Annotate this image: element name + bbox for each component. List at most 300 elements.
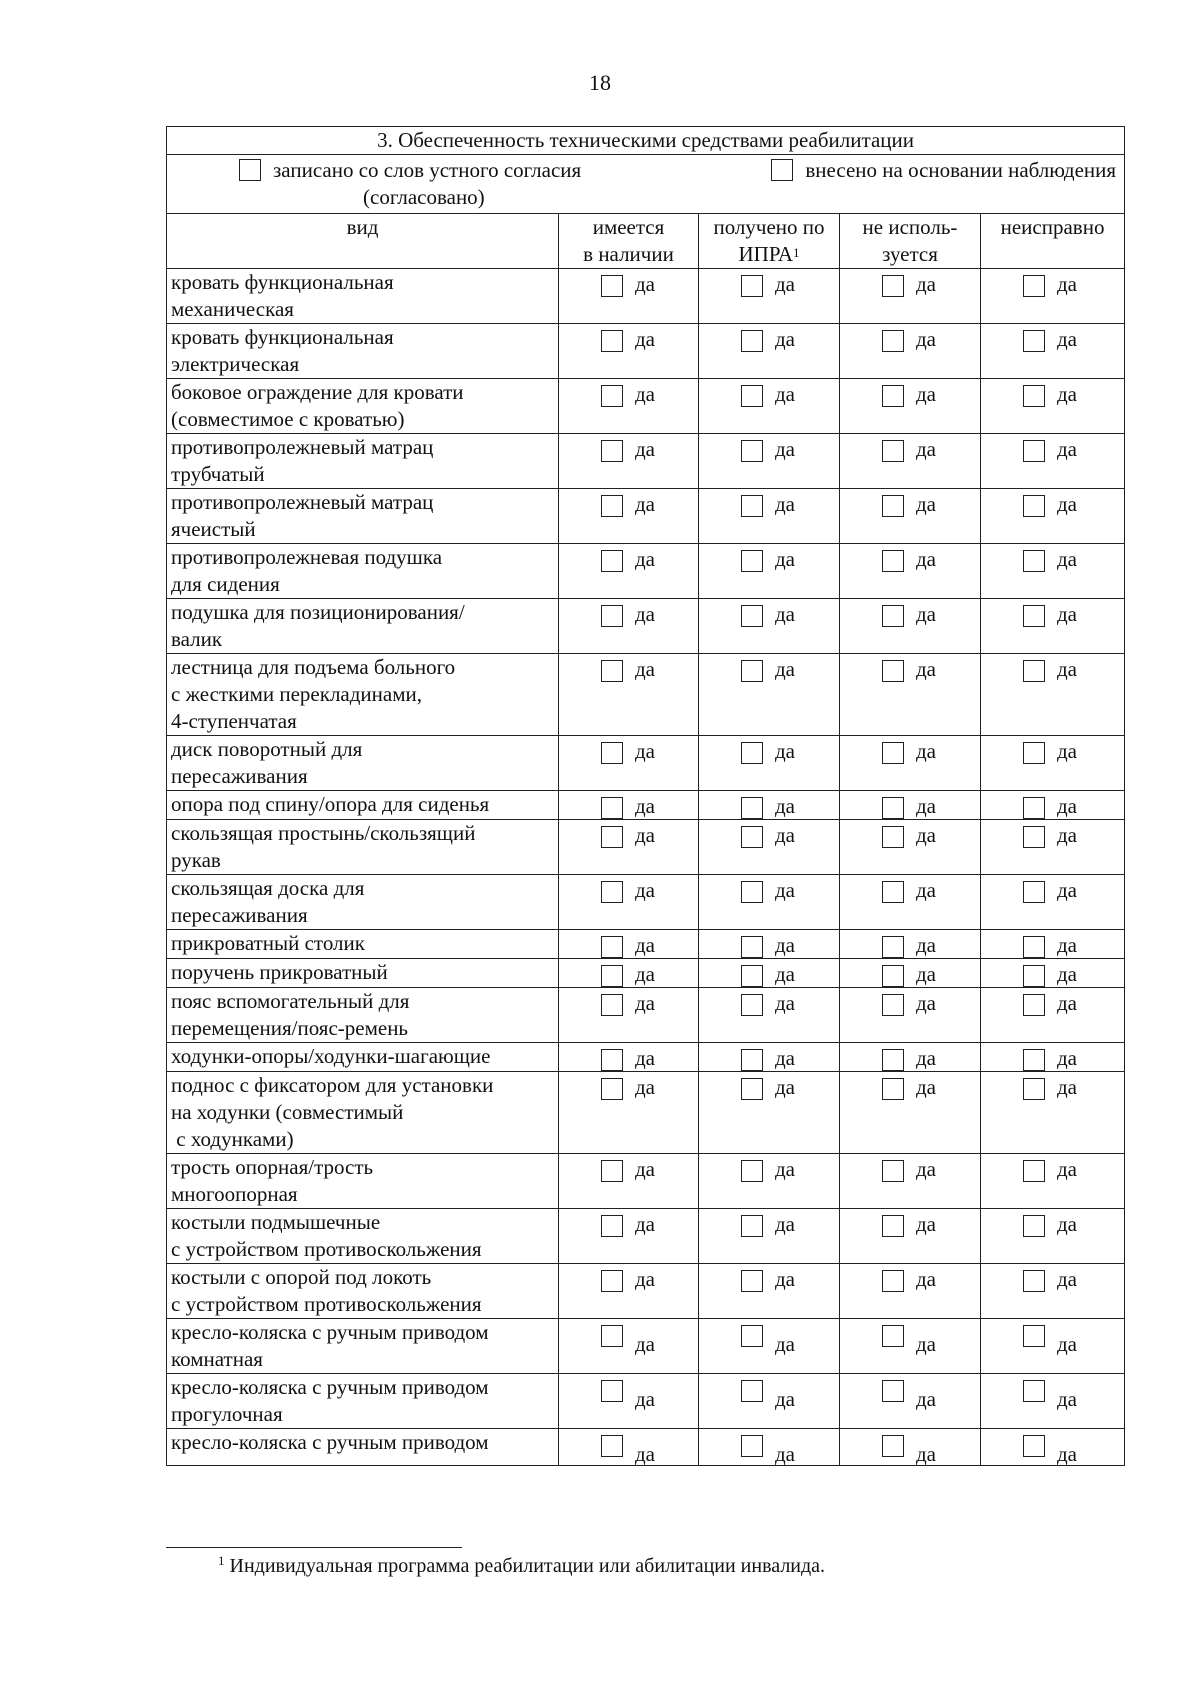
checkbox-received[interactable]: [741, 1160, 763, 1182]
option-received[interactable]: [703, 959, 835, 987]
checkbox-not-used[interactable]: [882, 797, 904, 819]
option-received[interactable]: [703, 654, 835, 682]
option-not-used[interactable]: [844, 1072, 976, 1100]
checkbox-available[interactable]: [601, 330, 623, 352]
option-received[interactable]: [703, 489, 835, 517]
option-not-used[interactable]: [844, 1043, 976, 1071]
checkbox-faulty[interactable]: [1023, 1160, 1045, 1182]
checkbox-received[interactable]: [741, 742, 763, 764]
checkbox-available[interactable]: [601, 797, 623, 819]
checkbox-received[interactable]: [741, 1435, 763, 1457]
option-received[interactable]: [703, 379, 835, 407]
option-available[interactable]: [563, 434, 694, 462]
option-not-used[interactable]: [844, 379, 976, 407]
option-label: да: [635, 657, 656, 681]
checkbox-faulty[interactable]: [1023, 385, 1045, 407]
checkbox-available[interactable]: [601, 881, 623, 903]
section-title: 3. Обеспеченность техническими средствами реабилитации: [167, 127, 1125, 155]
option-available[interactable]: [563, 1429, 694, 1465]
option-received[interactable]: [703, 544, 835, 572]
table-row: [167, 736, 1125, 791]
cell-received: [699, 1154, 840, 1209]
option-not-used[interactable]: [844, 654, 976, 682]
table-row: [167, 1374, 1125, 1429]
item-name: ходунки-опоры/ходунки-шагающие: [167, 1043, 559, 1072]
cell-not-used: [840, 1209, 981, 1264]
checkbox-received[interactable]: [741, 1078, 763, 1100]
option-not-used[interactable]: [844, 820, 976, 848]
checkbox-received[interactable]: [741, 1325, 763, 1347]
cell-not-used: [840, 489, 981, 544]
option-faulty[interactable]: [985, 324, 1120, 352]
option-received[interactable]: [703, 1429, 835, 1465]
cell-faulty: [981, 1319, 1125, 1374]
checkbox-received[interactable]: [741, 936, 763, 958]
source-verbal-checkbox[interactable]: [239, 159, 261, 181]
option-label: да: [775, 327, 796, 351]
option-label: да: [635, 933, 656, 957]
option-label: да: [635, 1075, 656, 1099]
option-not-used[interactable]: [844, 324, 976, 352]
checkbox-not-used[interactable]: [882, 742, 904, 764]
option-available[interactable]: [563, 1154, 694, 1182]
option-label: да: [916, 739, 937, 763]
option-faulty[interactable]: [985, 379, 1120, 407]
checkbox-faulty[interactable]: [1023, 881, 1045, 903]
checkbox-available[interactable]: [601, 660, 623, 682]
option-faulty[interactable]: [985, 1374, 1120, 1410]
option-label: да: [1057, 382, 1078, 406]
option-label: да: [1057, 878, 1078, 902]
checkbox-available[interactable]: [601, 742, 623, 764]
checkbox-faulty[interactable]: [1023, 1270, 1045, 1292]
option-received[interactable]: [703, 736, 835, 764]
item-name: опора под спину/опора для сиденья: [167, 791, 559, 820]
option-faulty[interactable]: [985, 1209, 1120, 1237]
option-received[interactable]: [703, 1043, 835, 1071]
checkbox-faulty[interactable]: [1023, 550, 1045, 572]
option-received[interactable]: [703, 599, 835, 627]
option-label: да: [635, 1442, 656, 1466]
cell-faulty: [981, 1043, 1125, 1072]
option-label: да: [916, 437, 937, 461]
checkbox-available[interactable]: [601, 385, 623, 407]
option-not-used[interactable]: [844, 544, 976, 572]
option-received[interactable]: [703, 1072, 835, 1100]
item-name: кресло-коляска с ручным приводом комнатная: [167, 1319, 559, 1374]
table-row: [167, 1264, 1125, 1319]
option-available[interactable]: [563, 379, 694, 407]
cell-available: [559, 988, 699, 1043]
option-not-used[interactable]: [844, 1374, 976, 1410]
checkbox-faulty[interactable]: [1023, 936, 1045, 958]
checkbox-available[interactable]: [601, 826, 623, 848]
option-available[interactable]: [563, 269, 694, 297]
option-available[interactable]: [563, 959, 694, 987]
col-header-not-used: не исполь- зуется: [840, 214, 981, 269]
option-available[interactable]: [563, 1043, 694, 1071]
item-name: прикроватный столик: [167, 930, 559, 959]
checkbox-faulty[interactable]: [1023, 605, 1045, 627]
checkbox-faulty[interactable]: [1023, 330, 1045, 352]
checkbox-faulty[interactable]: [1023, 1435, 1045, 1457]
cell-received: [699, 959, 840, 988]
checkbox-faulty[interactable]: [1023, 742, 1045, 764]
cell-available: [559, 930, 699, 959]
option-label: да: [916, 823, 937, 847]
option-not-used[interactable]: [844, 489, 976, 517]
option-received[interactable]: [703, 1319, 835, 1355]
checkbox-not-used[interactable]: [882, 495, 904, 517]
cell-available: [559, 820, 699, 875]
checkbox-not-used[interactable]: [882, 1049, 904, 1071]
item-name: кровать функциональная электрическая: [167, 324, 559, 379]
checkbox-received[interactable]: [741, 994, 763, 1016]
option-label: да: [1057, 1075, 1078, 1099]
checkbox-received[interactable]: [741, 385, 763, 407]
option-not-used[interactable]: [844, 434, 976, 462]
option-label: да: [775, 1387, 796, 1411]
option-not-used[interactable]: [844, 269, 976, 297]
item-name: костыли подмышечные с устройством противоскольжения: [167, 1209, 559, 1264]
checkbox-faulty[interactable]: [1023, 1380, 1045, 1402]
checkbox-not-used[interactable]: [882, 1435, 904, 1457]
option-label: да: [635, 1157, 656, 1181]
option-label: да: [775, 1267, 796, 1291]
checkbox-faulty[interactable]: [1023, 275, 1045, 297]
option-available[interactable]: [563, 791, 694, 819]
checkbox-received[interactable]: [741, 826, 763, 848]
checkbox-faulty[interactable]: [1023, 826, 1045, 848]
cell-available: [559, 269, 699, 324]
checkbox-faulty[interactable]: [1023, 495, 1045, 517]
option-not-used[interactable]: [844, 1429, 976, 1465]
table-row: [167, 988, 1125, 1043]
option-not-used[interactable]: [844, 1154, 976, 1182]
option-label: да: [775, 602, 796, 626]
option-faulty[interactable]: [985, 654, 1120, 682]
checkbox-not-used[interactable]: [882, 881, 904, 903]
option-label: да: [635, 437, 656, 461]
cell-not-used: [840, 1264, 981, 1319]
option-received[interactable]: [703, 930, 835, 958]
option-not-used[interactable]: [844, 791, 976, 819]
option-available[interactable]: [563, 599, 694, 627]
option-label: да: [1057, 794, 1078, 818]
option-label: да: [775, 547, 796, 571]
col-header-available: имеется в наличии: [559, 214, 699, 269]
checkbox-received[interactable]: [741, 495, 763, 517]
cell-received: [699, 1319, 840, 1374]
cell-received: [699, 324, 840, 379]
option-label: да: [775, 272, 796, 296]
option-label: да: [1057, 1332, 1078, 1356]
option-faulty[interactable]: [985, 820, 1120, 848]
cell-faulty: [981, 1429, 1125, 1466]
option-faulty[interactable]: [985, 736, 1120, 764]
option-not-used[interactable]: [844, 736, 976, 764]
item-name: противопролежневый матрац ячеистый: [167, 489, 559, 544]
cell-received: [699, 1374, 840, 1429]
checkbox-faulty[interactable]: [1023, 994, 1045, 1016]
option-label: да: [1057, 991, 1078, 1015]
option-label: да: [916, 1332, 937, 1356]
option-received[interactable]: [703, 269, 835, 297]
option-label: да: [916, 794, 937, 818]
checkbox-faulty[interactable]: [1023, 1049, 1045, 1071]
option-label: да: [635, 1046, 656, 1070]
option-label: да: [1057, 437, 1078, 461]
option-faulty[interactable]: [985, 1319, 1120, 1355]
option-faulty[interactable]: [985, 434, 1120, 462]
option-label: да: [1057, 1046, 1078, 1070]
checkbox-available[interactable]: [601, 440, 623, 462]
checkbox-not-used[interactable]: [882, 440, 904, 462]
checkbox-faulty[interactable]: [1023, 1215, 1045, 1237]
option-not-used[interactable]: [844, 1209, 976, 1237]
option-label: да: [1057, 962, 1078, 986]
checkbox-faulty[interactable]: [1023, 1078, 1045, 1100]
cell-available: [559, 1264, 699, 1319]
option-faulty[interactable]: [985, 959, 1120, 987]
footnote: [218, 1555, 825, 1578]
item-name: противопролежневая подушка для сидения: [167, 544, 559, 599]
option-available[interactable]: [563, 544, 694, 572]
option-label: да: [775, 1046, 796, 1070]
option-received[interactable]: [703, 1154, 835, 1182]
cell-faulty: [981, 654, 1125, 736]
option-faulty[interactable]: [985, 544, 1120, 572]
checkbox-available[interactable]: [601, 965, 623, 987]
footnote-text: Индивидуальная программа реабилитации или абилитации инвалида.: [229, 1555, 826, 1577]
checkbox-available[interactable]: [601, 495, 623, 517]
option-label: да: [775, 1157, 796, 1181]
cell-faulty: [981, 434, 1125, 489]
checkbox-not-used[interactable]: [882, 1325, 904, 1347]
checkbox-not-used[interactable]: [882, 1215, 904, 1237]
checkbox-available[interactable]: [601, 936, 623, 958]
checkbox-available[interactable]: [601, 275, 623, 297]
cell-received: [699, 736, 840, 791]
checkbox-received[interactable]: [741, 1049, 763, 1071]
option-faulty[interactable]: [985, 269, 1120, 297]
checkbox-received[interactable]: [741, 881, 763, 903]
checkbox-not-used[interactable]: [882, 965, 904, 987]
checkbox-not-used[interactable]: [882, 330, 904, 352]
checkbox-received[interactable]: [741, 1215, 763, 1237]
table-row: [167, 269, 1125, 324]
cell-not-used: [840, 324, 981, 379]
checkbox-received[interactable]: [741, 440, 763, 462]
checkbox-faulty[interactable]: [1023, 965, 1045, 987]
option-label: да: [775, 1332, 796, 1356]
cell-received: [699, 1043, 840, 1072]
checkbox-not-used[interactable]: [882, 1270, 904, 1292]
option-not-used[interactable]: [844, 875, 976, 903]
option-faulty[interactable]: [985, 599, 1120, 627]
table-row: [167, 544, 1125, 599]
option-received[interactable]: [703, 1374, 835, 1410]
cell-faulty: [981, 791, 1125, 820]
checkbox-available[interactable]: [601, 1215, 623, 1237]
option-label: да: [916, 602, 937, 626]
cell-faulty: [981, 544, 1125, 599]
option-faulty[interactable]: [985, 1072, 1120, 1100]
option-faulty[interactable]: [985, 875, 1120, 903]
checkbox-not-used[interactable]: [882, 385, 904, 407]
checkbox-available[interactable]: [601, 1049, 623, 1071]
option-faulty[interactable]: [985, 930, 1120, 958]
option-not-used[interactable]: [844, 1319, 976, 1355]
checkbox-faulty[interactable]: [1023, 440, 1045, 462]
option-not-used[interactable]: [844, 930, 976, 958]
option-available[interactable]: [563, 654, 694, 682]
checkbox-available[interactable]: [601, 550, 623, 572]
item-name: пояс вспомогательный для перемещения/пояс-ремень: [167, 988, 559, 1043]
cell-available: [559, 736, 699, 791]
checkbox-received[interactable]: [741, 797, 763, 819]
checkbox-available[interactable]: [601, 1270, 623, 1292]
checkbox-available[interactable]: [601, 605, 623, 627]
option-label: да: [1057, 1387, 1078, 1411]
checkbox-not-used[interactable]: [882, 660, 904, 682]
option-faulty[interactable]: [985, 988, 1120, 1016]
cell-not-used: [840, 988, 981, 1043]
option-available[interactable]: [563, 1209, 694, 1237]
checkbox-not-used[interactable]: [882, 1078, 904, 1100]
option-received[interactable]: [703, 988, 835, 1016]
option-label: да: [775, 794, 796, 818]
option-faulty[interactable]: [985, 791, 1120, 819]
option-label: да: [775, 492, 796, 516]
cell-received: [699, 599, 840, 654]
checkbox-available[interactable]: [601, 1380, 623, 1402]
option-label: да: [1057, 657, 1078, 681]
checkbox-received[interactable]: [741, 965, 763, 987]
option-faulty[interactable]: [985, 1264, 1120, 1292]
option-received[interactable]: [703, 791, 835, 819]
cell-not-used: [840, 599, 981, 654]
option-available[interactable]: [563, 1264, 694, 1292]
cell-available: [559, 1072, 699, 1154]
checkbox-received[interactable]: [741, 1270, 763, 1292]
cell-faulty: [981, 820, 1125, 875]
cell-available: [559, 654, 699, 736]
source-observation[interactable]: [771, 157, 1116, 184]
option-not-used[interactable]: [844, 959, 976, 987]
table-row: [167, 959, 1125, 988]
checkbox-available[interactable]: [601, 1078, 623, 1100]
cell-faulty: [981, 324, 1125, 379]
option-label: да: [916, 933, 937, 957]
cell-faulty: [981, 1154, 1125, 1209]
option-label: да: [635, 739, 656, 763]
option-label: да: [775, 933, 796, 957]
option-available[interactable]: [563, 988, 694, 1016]
cell-faulty: [981, 1264, 1125, 1319]
checkbox-received[interactable]: [741, 275, 763, 297]
cell-not-used: [840, 736, 981, 791]
source-verbal-label: записано со слов устного согласия: [273, 158, 582, 182]
checkbox-not-used[interactable]: [882, 826, 904, 848]
checkbox-not-used[interactable]: [882, 994, 904, 1016]
option-received[interactable]: [703, 434, 835, 462]
footnote-mark: 1: [218, 1553, 225, 1568]
checkbox-available[interactable]: [601, 1435, 623, 1457]
checkbox-not-used[interactable]: [882, 1160, 904, 1182]
checkbox-available[interactable]: [601, 994, 623, 1016]
option-available[interactable]: [563, 820, 694, 848]
cell-received: [699, 930, 840, 959]
option-faulty[interactable]: [985, 489, 1120, 517]
option-received[interactable]: [703, 1209, 835, 1237]
option-faulty[interactable]: [985, 1154, 1120, 1182]
item-name: костыли с опорой под локоть с устройством противоскольжения: [167, 1264, 559, 1319]
checkbox-not-used[interactable]: [882, 936, 904, 958]
option-available[interactable]: [563, 875, 694, 903]
option-available[interactable]: [563, 1072, 694, 1100]
checkbox-not-used[interactable]: [882, 550, 904, 572]
cell-received: [699, 269, 840, 324]
option-received[interactable]: [703, 324, 835, 352]
checkbox-received[interactable]: [741, 550, 763, 572]
checkbox-available[interactable]: [601, 1325, 623, 1347]
checkbox-not-used[interactable]: [882, 605, 904, 627]
option-label: да: [916, 962, 937, 986]
table-row: [167, 1154, 1125, 1209]
option-not-used[interactable]: [844, 988, 976, 1016]
option-label: да: [916, 657, 937, 681]
table-row: [167, 434, 1125, 489]
item-name: лестница для подъема больного с жесткими перекладинами, 4-ступенчатая: [167, 654, 559, 736]
checkbox-faulty[interactable]: [1023, 797, 1045, 819]
option-received[interactable]: [703, 820, 835, 848]
option-available[interactable]: [563, 324, 694, 352]
cell-not-used: [840, 269, 981, 324]
cell-not-used: [840, 959, 981, 988]
checkbox-received[interactable]: [741, 330, 763, 352]
col-header-received: получено по ИПРА$^1$: [699, 214, 840, 269]
option-available[interactable]: [563, 930, 694, 958]
option-available[interactable]: [563, 1374, 694, 1410]
option-not-used[interactable]: [844, 599, 976, 627]
option-faulty[interactable]: [985, 1429, 1120, 1465]
cell-not-used: [840, 1429, 981, 1466]
cell-not-used: [840, 654, 981, 736]
table-row: [167, 820, 1125, 875]
option-not-used[interactable]: [844, 1264, 976, 1292]
footnote-ref: 1: [793, 245, 800, 260]
checkbox-received[interactable]: [741, 1380, 763, 1402]
option-available[interactable]: [563, 1319, 694, 1355]
checkbox-received[interactable]: [741, 605, 763, 627]
cell-available: [559, 544, 699, 599]
option-available[interactable]: [563, 489, 694, 517]
checkbox-received[interactable]: [741, 660, 763, 682]
checkbox-not-used[interactable]: [882, 275, 904, 297]
option-received[interactable]: [703, 1264, 835, 1292]
cell-available: [559, 434, 699, 489]
source-observation-checkbox[interactable]: [771, 159, 793, 181]
checkbox-faulty[interactable]: [1023, 1325, 1045, 1347]
option-available[interactable]: [563, 736, 694, 764]
checkbox-not-used[interactable]: [882, 1380, 904, 1402]
option-received[interactable]: [703, 875, 835, 903]
source-verbal-consent[interactable]: [239, 157, 581, 184]
checkbox-available[interactable]: [601, 1160, 623, 1182]
checkbox-faulty[interactable]: [1023, 660, 1045, 682]
option-faulty[interactable]: [985, 1043, 1120, 1071]
